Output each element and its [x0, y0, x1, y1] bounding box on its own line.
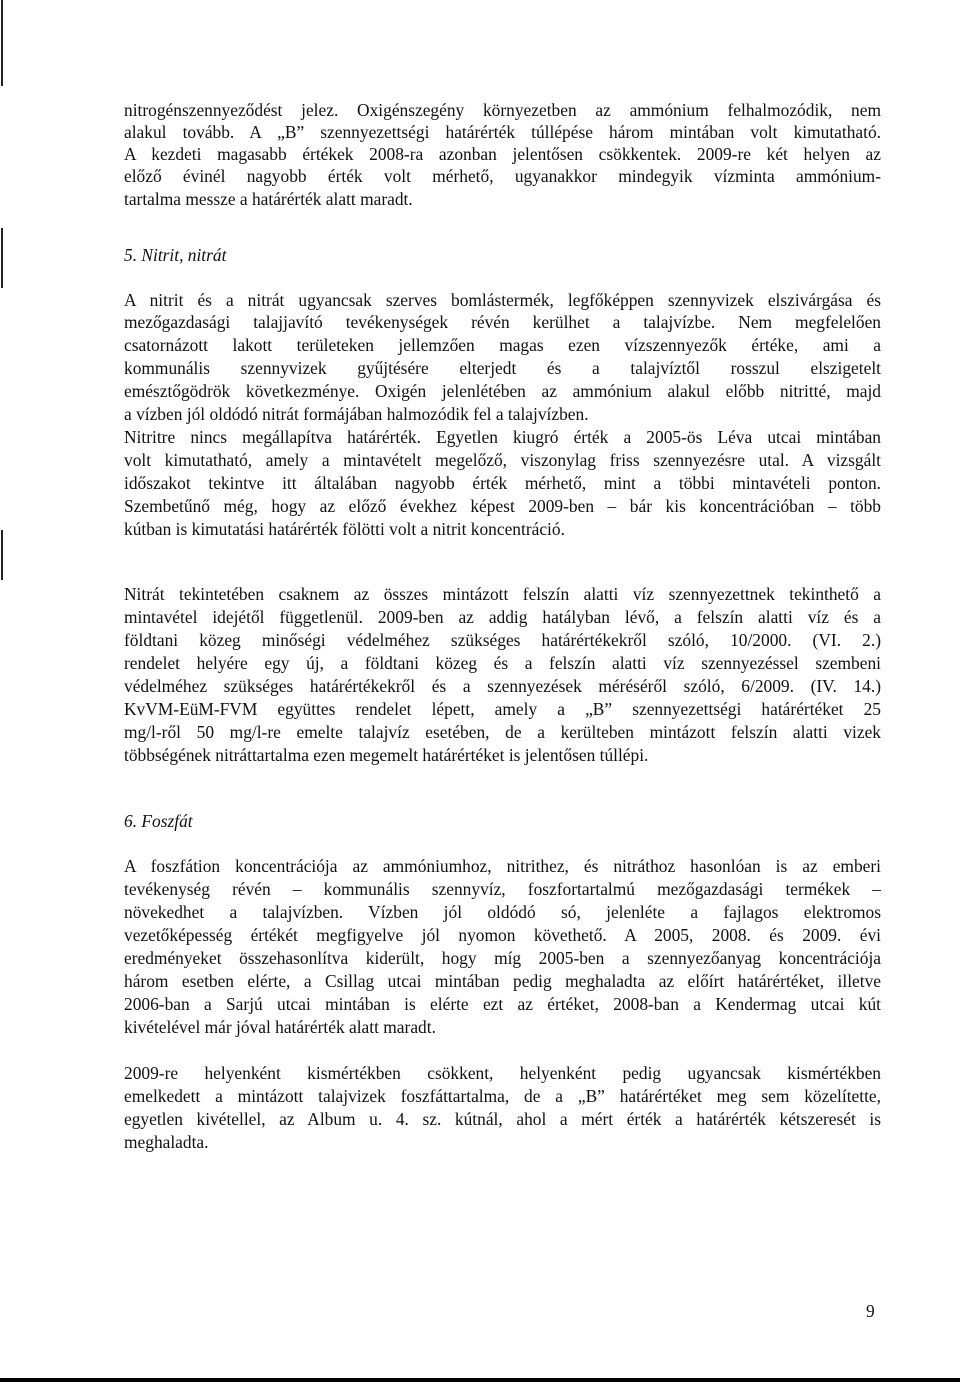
page-number: 9 — [866, 1301, 875, 1321]
text-line: 2009-re helyenként kismértékben csökkent, helyenként pedig ugyancsak kismértékben — [124, 1063, 881, 1083]
text-line: eredményeket összehasonlítva kiderült, hogy míg 2005-ben a szennyezőanyag koncentrációja — [124, 948, 881, 968]
scan-mark-top-left — [1, 0, 3, 86]
text-line: meghaladta. — [124, 1132, 209, 1152]
text-line: Nitrát tekintetében csaknem az összes mintázott felszín alatti víz szennyezettnek tekinthető a — [124, 584, 881, 604]
text-line: vezetőképesség értékét megfigyelve jól nyomon követhető. A 2005, 2008. és 2009. évi — [124, 925, 881, 945]
text-line: tartalma messze a határérték alatt maradt. — [124, 189, 413, 209]
text-line: emésztőgödrök következménye. Oxigén jelenlétében az ammónium alakul előbb nitritté, majd — [124, 381, 881, 401]
text-line: rendelet helyére egy új, a földtani közeg és a felszín alatti víz szennyezéssel szembeni — [124, 653, 881, 673]
text-line: előző évinél nagyobb érték volt mérhető, ugyanakkor mindegyik vízminta ammónium- — [124, 166, 881, 186]
text-line: A nitrit és a nitrát ugyancsak szerves bomlástermék, legfőképpen szennyvizek elszivárgása és — [124, 290, 881, 310]
bottom-rule — [0, 1378, 960, 1382]
text-line: KvVM-EüM-FVM együttes rendelet lépett, amely a „B” szennyezettségi határértéket 25 — [124, 699, 881, 719]
text-line: mg/l-ről 50 mg/l-re emelte talajvíz esetében, de a kerülteben mintázott felszín alatti vizek — [124, 722, 881, 742]
text-line: A kezdeti magasabb értékek 2008-ra azonban jelentősen csökkentek. 2009-re két helyen az — [124, 144, 881, 164]
text-line: kivételével már jóval határérték alatt maradt. — [124, 1017, 436, 1037]
text-line: emelkedett a mintázott talajvizek foszfáttartalma, de a „B” határértéket meg sem közelítette, — [124, 1086, 881, 1106]
text-line: Szembetűnő még, hogy az előző évekhez képest 2009-ben – bár kis koncentrációban – több — [124, 496, 881, 516]
text-line: mezőgazdasági talajjavító tevékenységek révén kerülhet a talajvízbe. Nem megfelelően — [124, 312, 881, 332]
text-line: növekedhet a talajvízben. Vízben jól oldódó só, jelenléte a fajlagos elektromos — [124, 902, 881, 922]
text-line: egyetlen kivétellel, az Album u. 4. sz. kútnál, ahol a mért érték a határérték kétszeresét is — [124, 1109, 881, 1129]
text-line: kútban is kimutatási határérték fölötti volt a nitrit koncentráció. — [124, 519, 565, 539]
text-line: tevékenység révén – kommunális szennyvíz, foszfortartalmú mezőgazdasági termékek – — [124, 879, 881, 899]
text-line: alakul tovább. A „B” szennyezettségi határérték túllépése három mintában volt kimutatható. — [124, 122, 881, 142]
section-heading-nitrit-nitrat: 5. Nitrit, nitrát — [124, 245, 227, 265]
text-line: időszakot tekintve itt általában nagyobb érték mérhető, mint a többi mintavételi ponton. — [124, 473, 881, 493]
text-line: földtani közeg minőségi védelméhez szükséges határértékekről szóló, 10/2000. (VI. 2.) — [124, 630, 881, 650]
text-line: védelméhez szükséges határértékekről és a szennyezések méréséről szóló, 6/2009. (IV. 14.) — [124, 676, 881, 696]
text-line: Nitritre nincs megállapítva határérték. Egyetlen kiugró érték a 2005-ös Léva utcai mintában — [124, 427, 881, 447]
text-line: három esetben elérte, a Csillag utcai mintában pedig meghaladta az előírt határértéket, illetve — [124, 971, 881, 991]
text-line: csatornázott lakott területeken jellemzően magas ezen vízszennyezők értéke, ami a — [124, 335, 881, 355]
scan-mark-lower-left — [1, 530, 3, 580]
scan-mark-mid-left — [1, 228, 3, 288]
text-line: nitrogénszennyeződést jelez. Oxigénszegény környezetben az ammónium felhalmozódik, nem — [124, 100, 881, 120]
text-line: 2006-ban a Sarjú utcai mintában is elérte ezt az értéket, 2008-ban a Kendermag utcai kút — [124, 994, 881, 1014]
text-line: többségének nitráttartalma ezen megemelt határértéket is jelentősen túllépi. — [124, 745, 649, 765]
text-line: A foszfátion koncentrációja az ammóniumhoz, nitrithez, és nitráthoz hasonlóan is az emberi — [124, 856, 881, 876]
text-line: mintavétel idejétől függetlenül. 2009-ben az addig hatályban lévő, a felszín alatti víz és a — [124, 607, 881, 627]
section-heading-foszfat: 6. Foszfát — [124, 811, 193, 831]
text-line: a vízben jól oldódó nitrát formájában halmozódik fel a talajvízben. — [124, 404, 589, 424]
text-line: kommunális szennyvizek gyűjtésére elterjedt és a talajvíztől rosszul elszigetelt — [124, 358, 881, 378]
text-line: volt kimutatható, amely a mintavételt megelőző, viszonylag friss szennyezésre utal. A vizsgált — [124, 450, 881, 470]
